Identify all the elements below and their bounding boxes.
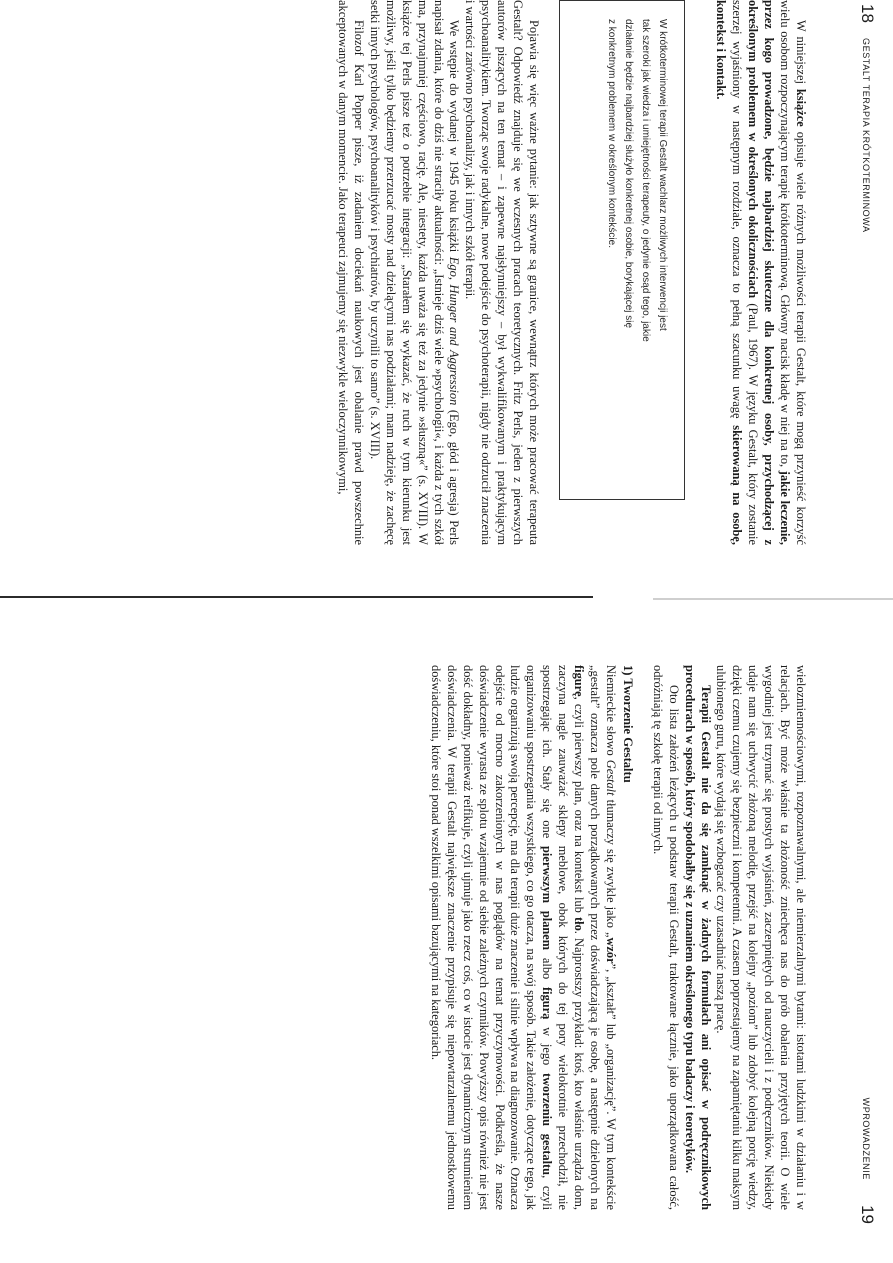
body-paragraph — [649, 665, 681, 1210]
callout-line: z konkretnym problemem w określonym kontekście. — [606, 19, 617, 248]
italic-text: Gestalt — [603, 759, 618, 796]
body-paragraph — [461, 0, 541, 545]
right-running-head — [0, 655, 32, 1230]
page-number: 18 — [858, 4, 877, 23]
text-run: Pojawia się więc ważne pytanie: jak sztywne są granice, wewnątrz których może pracować terapeuta Gestalt? Odpowiedź znajduje się we wczesnych pracach teoretycznych. Fritz Perls, jeden z pierwszych autorów piszących na ten temat – i zapewne najsłynniejszy – był wykwalifikowanym i praktykującym psychoanalitykiem. Tworząc swoje radykalne, nowe podejście do psychoterapii, nigdy nie odrzucił znaczenia i wartości zarówno psychoanalizy, jak i innych szkół terapii. — [463, 0, 541, 545]
callout-line: W krótkoterminowej terapii Gestalt wachlarz możliwych interwencji jest — [657, 19, 668, 331]
text-run: tłumaczy się zwykle jako „ — [603, 795, 618, 938]
text-run: wielozmiennościowymi, rozpoznawalnymi, ale niemierzalnymi bytami: istotami ludzkimi w działaniu i w relacjach. Być może właśnie ta złożoność zniechęca nas do prób obalenia przyjętych teorii. O wiele wygodniej jest trzymać się prostych wyjaśnień, zaczerpniętych od nauczycieli i z podręczników. Niekiedy udaje nam się uchwycić złożoną melodię, przejść na kolejny „poziom” lub zdobyć kolejną porcję wiedzy, dzięki czemu czujemy się bezpieczni i kompetentni. A czasem poprzestajemy na zapamiętaniu kilku maksym ulubionego guru, które wydają się wzbogacać czy uzasadniać naszą pracę. — [714, 665, 808, 1210]
bold-text: figurę — [572, 665, 587, 697]
text-run: , czyli organizowaniu spostrzegania wszystkiego, co go otacza, na swój sposób. Takie założenie, dotyczące tego, jak ludzie organizują swoją percepcję, ma dla terapii duże znaczenie i silnie wpływa na diagnozowanie. Oznacza odejście od mocno zakorzenionych w nas poglądów na temat przyczynowości. Podkreśla, że nasze doświadczenie wyrasta ze splotu wzajemnie od siebie zależnych czynników. Powyższy opis również nie jest dość dokładny, ponieważ reifikuje, czyli ujmuje jako rzecz coś, co w istocie jest dynamicznym strumieniem doświadczenia. W terapii Gestalt największe znaczenie przypisuje się niepowtarzalnemu jednostkowemu doświadczeniu, które stoi ponad wszelkimi opisami bazującymi na kategoriach. — [428, 665, 555, 1211]
left-page — [0, 0, 893, 560]
bold-text: figurą — [540, 987, 555, 1020]
text-run: opisuje wiele różnych możliwości terapii Gestalt, które mogą przynieść korzyść wielu osobom rozpoczynającym terapię krótkoterminową. Główny nacisk kładę w niej na to, — [778, 0, 808, 545]
bold-text: wzór — [603, 937, 618, 964]
text-run: Oto lista założeń leżących u podstaw terapii Gestalt, traktowane łącznie, jako uporządkowana całość, odróżniają tę szkołę terapii od innych. — [650, 665, 681, 1210]
bold-text: pierwszym planem — [540, 845, 555, 951]
callout-line: działanie będzie najbardziej służyło konkretnej osobie, borykającej się — [623, 19, 634, 329]
body-paragraph — [334, 0, 366, 545]
body-paragraph — [681, 665, 713, 1210]
running-title: WPROWADZENIE — [861, 1097, 871, 1180]
text-run: Filozof Karl Popper pisze, iż zadaniem dociekań naukowych jest obalanie prawd powszechnie akceptowanych w danym momencie. Jako terapeuci zajmujemy się niezwykle wieloczynnikowymi, — [336, 0, 367, 545]
right-running-head-top — [851, 655, 883, 1230]
bold-text: Terapii Gestalt nie da się zamknąć w żadnych formułach ani opisać w podręcznikowych procedurach w sposób, który spodobałby się z uznaniem określonego typu badaczy i teoretyków. — [682, 665, 713, 1210]
bold-text: skierowaną na osobę, kontekst i kontakt. — [714, 0, 745, 545]
bold-text: tło — [572, 917, 587, 931]
left-body — [334, 0, 541, 545]
text-run: albo — [540, 950, 555, 988]
text-run: w jego — [540, 1019, 555, 1073]
text-run: ”, „kształt” lub „organizację”. W tym kontekście „gestalt” oznacza pole danych porządkowanych przez doświadczającą je osobę, a następnie dzielonych na — [588, 665, 618, 1211]
running-title: GESTALT TERAPIA KRÓTKOTERMINOWA — [861, 38, 871, 233]
callout-line: tak szeroki jak wiedza i umiejętności terapeuty, o jedynie osąd tego, jakie — [640, 19, 651, 342]
gutter-rule — [0, 596, 593, 598]
text-run: (Paul, 1967). W języku Gestalt, który zostanie szerzej wyjaśniony w następnym rozdziale, oznacza to pełną szacunku uwagę — [730, 0, 761, 545]
section-heading: 1) Tworzenie Gestaltu — [620, 665, 635, 783]
right-page — [0, 655, 893, 1230]
highlight-box — [559, 0, 685, 500]
body-paragraph — [366, 0, 461, 545]
left-running-head — [851, 0, 883, 560]
left-intro — [713, 0, 808, 545]
bold-text: jakie leczenie, przez kogo prowadzone, będzie najbardziej skuteczne dla konkretnej osoby, przychodzącej z określonym problemem w określonych okolicznościach — [746, 0, 793, 546]
text-run: W niniejszej — [794, 20, 808, 89]
bold-text: książce — [794, 88, 808, 127]
text-run: . Najprostszy przykład: ktoś, kto właśnie urządza dom, zaczyna nagle zauważać sklepy meblowe, obok których do tej pory wielokrotnie przechodził, nie spostrzegając ich. Stały się one — [540, 665, 587, 1210]
text-run: , czyli pierwszy plan, oraz na kontekst lub — [572, 696, 587, 918]
text-run: (Ego, głód i agresja) Perls napisał zdania, które do dziś nie straciły aktualności: „Istnieje dziś wiele »psychologii«, i każda z tych szkół ma, przynajmniej częściowo, rację. Ale, niestety, każda uważa się też za jedynie »słuszną«” (s. XVIII). W książce tej Perls pisze też o potrzebie integracji: „Starałem się wykazać, że ruch w tym kierunku jest możliwy, jeśli tylko będziemy przerzucać mosty nad dzielącymi nas podziałami; mam nadzieję, że zachęcę setki innych psychologów, psychoanalityków i psychiatrów, by uczynili to samo” (s. XVIII). — [367, 0, 462, 545]
body-paragraph — [713, 665, 808, 1210]
right-body — [427, 665, 808, 1210]
text-run: We wstępie do wydanej w 1945 roku książki — [447, 20, 462, 257]
page-number: 19 — [858, 1205, 877, 1224]
intro-paragraph — [713, 0, 808, 545]
body-paragraph — [427, 665, 618, 1210]
bold-text: tworzeniu gestaltu — [540, 1072, 555, 1176]
italic-text: Ego, Hunger and Aggression — [447, 256, 462, 406]
text-run: Niemieckie słowo — [603, 665, 618, 760]
gutter-shadow — [653, 598, 893, 600]
